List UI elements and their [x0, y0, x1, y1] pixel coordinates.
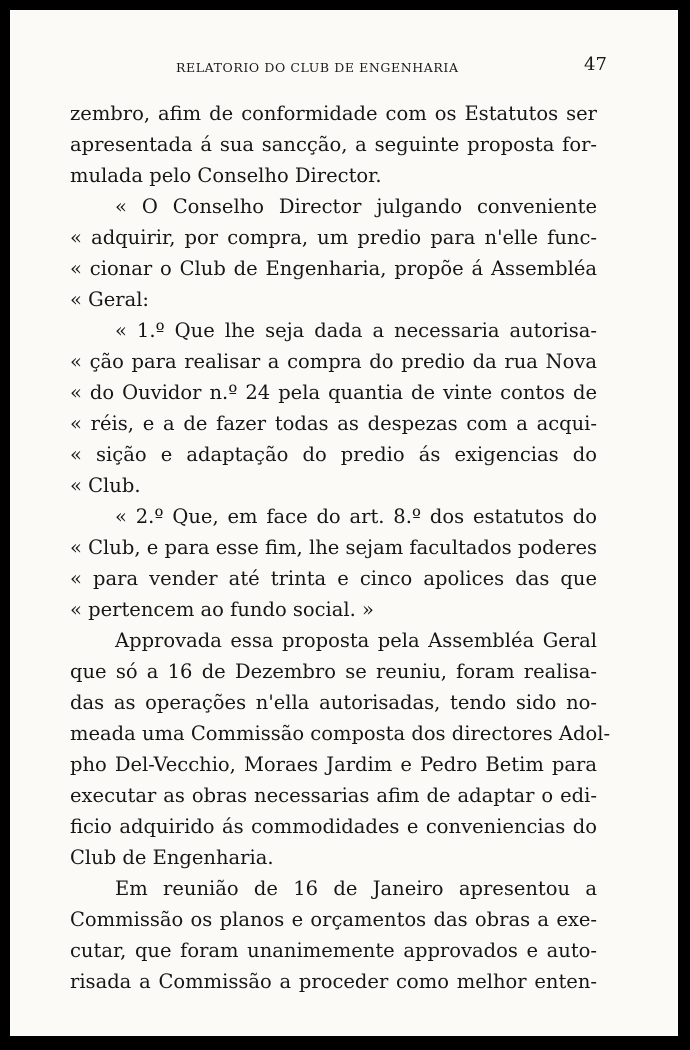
text-line: « Club, e para esse fim, lhe sejam facultados poderes	[70, 536, 597, 559]
book-page	[10, 10, 678, 1036]
text-line: Approvada essa proposta pela Assembléa Geral	[115, 629, 597, 652]
text-line: apresentada á sua sancção, a seguinte proposta for-	[70, 133, 597, 156]
text-line: Em reunião de 16 de Janeiro apresentou a	[115, 877, 597, 900]
text-line: « Club.	[70, 474, 141, 497]
text-line: « Geral:	[70, 288, 149, 311]
text-line: « 1.º Que lhe seja dada a necessaria autorisa-	[115, 319, 597, 342]
text-line: « para vender até trinta e cinco apolices das que	[70, 567, 597, 590]
text-line: executar as obras necessarias afim de adaptar o edi-	[70, 784, 597, 807]
body-text	[70, 98, 611, 997]
page-header	[10, 54, 678, 86]
text-line: « ção para realisar a compra do predio da rua Nova	[70, 350, 597, 373]
text-line: que só a 16 de Dezembro se reuniu, foram realisa-	[70, 660, 597, 683]
text-line: « sição e adaptação do predio ás exigencias do	[70, 443, 597, 466]
text-line: pho Del-Vecchio, Moraes Jardim e Pedro Betim para	[70, 753, 597, 776]
text-line: « 2.º Que, em face do art. 8.º dos estatutos do	[115, 505, 597, 528]
text-line: « cionar o Club de Engenharia, propõe á Assembléa	[70, 257, 597, 280]
text-line: « adquirir, por compra, um predio para n'elle func-	[70, 226, 597, 249]
text-line: Commissão os planos e orçamentos das obras a exe-	[70, 908, 597, 931]
text-line: das as operações n'ella autorisadas, tendo sido no-	[70, 691, 597, 714]
text-line: « O Conselho Director julgando conveniente	[115, 195, 597, 218]
text-line: risada a Commissão a proceder como melhor enten-	[70, 970, 597, 993]
text-line: Club de Engenharia.	[70, 846, 274, 869]
text-line: « pertencem ao fundo social. »	[70, 598, 374, 621]
text-line: mulada pelo Conselho Director.	[70, 164, 382, 187]
text-line: « réis, e a de fazer todas as despezas com a acqui-	[70, 412, 597, 435]
text-line: « do Ouvidor n.º 24 pela quantia de vinte contos de	[70, 381, 597, 404]
text-line: zembro, afim de conformidade com os Estatutos ser	[70, 102, 597, 125]
text-line: cutar, que foram unanimemente approvados e auto-	[70, 939, 597, 962]
text-line: meada uma Commissão composta dos directores Adol-	[70, 722, 611, 745]
page-number: 47	[584, 54, 607, 75]
text-line: ficio adquirido ás commodidades e conveniencias do	[70, 815, 597, 838]
running-title: RELATORIO DO CLUB DE ENGENHARIA	[176, 60, 459, 75]
